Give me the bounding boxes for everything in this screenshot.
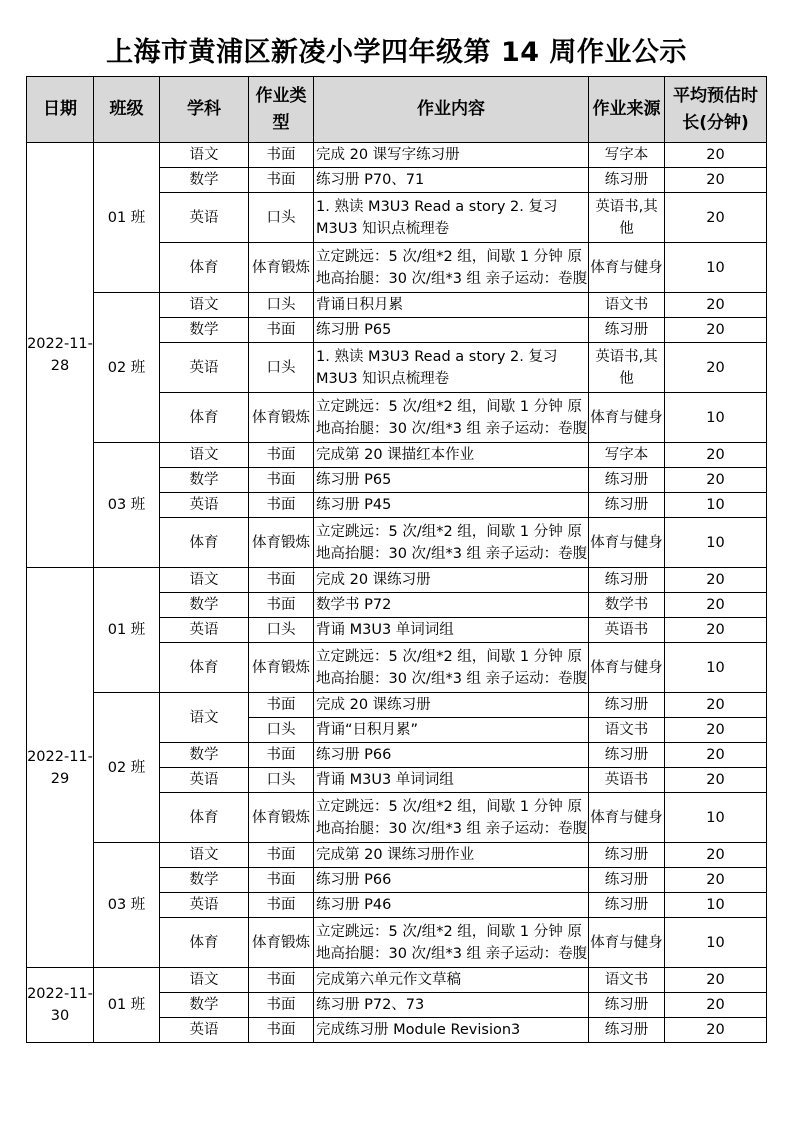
duration-cell: 20 bbox=[665, 193, 767, 243]
subject-cell: 数学 bbox=[160, 743, 249, 768]
source-cell: 练习册 bbox=[589, 893, 665, 918]
table-header-row bbox=[27, 77, 767, 143]
duration-cell: 10 bbox=[665, 918, 767, 968]
duration-cell: 10 bbox=[665, 518, 767, 568]
type-cell: 书面 bbox=[249, 568, 314, 593]
header-subject: 学科 bbox=[160, 77, 249, 143]
table-row bbox=[27, 843, 767, 868]
source-cell: 练习册 bbox=[589, 468, 665, 493]
class-cell: 02 班 bbox=[94, 293, 160, 443]
content-cell: 完成第六单元作文草稿 bbox=[314, 968, 589, 993]
type-cell: 体育锻炼 bbox=[249, 393, 314, 443]
source-cell: 练习册 bbox=[589, 493, 665, 518]
type-cell: 书面 bbox=[249, 968, 314, 993]
type-cell: 书面 bbox=[249, 143, 314, 168]
class-cell: 03 班 bbox=[94, 843, 160, 968]
source-cell: 体育与健身 bbox=[589, 793, 665, 843]
subject-cell: 语文 bbox=[160, 968, 249, 993]
type-cell: 体育锻炼 bbox=[249, 643, 314, 693]
duration-cell: 20 bbox=[665, 343, 767, 393]
subject-cell: 数学 bbox=[160, 318, 249, 343]
type-cell: 书面 bbox=[249, 493, 314, 518]
content-cell: 1. 熟读 M3U3 Read a story 2. 复习 M3U3 知识点梳理卷 bbox=[314, 193, 589, 243]
content-cell: 练习册 P66 bbox=[314, 743, 589, 768]
class-cell: 01 班 bbox=[94, 568, 160, 693]
subject-cell: 数学 bbox=[160, 168, 249, 193]
content-cell: 练习册 P46 bbox=[314, 893, 589, 918]
subject-cell: 体育 bbox=[160, 793, 249, 843]
date-cell: 2022-11-28 bbox=[27, 143, 94, 568]
duration-cell: 20 bbox=[665, 968, 767, 993]
subject-cell: 英语 bbox=[160, 193, 249, 243]
subject-cell: 语文 bbox=[160, 443, 249, 468]
duration-cell: 20 bbox=[665, 318, 767, 343]
class-cell: 01 班 bbox=[94, 968, 160, 1043]
source-cell: 体育与健身 bbox=[589, 643, 665, 693]
subject-cell: 语文 bbox=[160, 568, 249, 593]
type-cell: 体育锻炼 bbox=[249, 518, 314, 568]
content-cell: 立定跳远：5 次/组*2 组，间歇 1 分钟 原地高抬腿：30 次/组*3 组 亲子运动：卷腹 bbox=[314, 518, 589, 568]
subject-cell: 体育 bbox=[160, 518, 249, 568]
type-cell: 口头 bbox=[249, 618, 314, 643]
class-cell: 02 班 bbox=[94, 693, 160, 843]
content-cell: 练习册 P70、71 bbox=[314, 168, 589, 193]
header-duration: 平均预估时长(分钟) bbox=[665, 77, 767, 143]
content-cell: 练习册 P66 bbox=[314, 868, 589, 893]
subject-cell: 英语 bbox=[160, 1018, 249, 1043]
type-cell: 书面 bbox=[249, 468, 314, 493]
content-cell: 背诵 M3U3 单词词组 bbox=[314, 768, 589, 793]
duration-cell: 20 bbox=[665, 743, 767, 768]
duration-cell: 20 bbox=[665, 168, 767, 193]
type-cell: 体育锻炼 bbox=[249, 793, 314, 843]
type-cell: 体育锻炼 bbox=[249, 243, 314, 293]
source-cell: 练习册 bbox=[589, 568, 665, 593]
content-cell: 1. 熟读 M3U3 Read a story 2. 复习 M3U3 知识点梳理卷 bbox=[314, 343, 589, 393]
content-cell: 完成第 20 课描红本作业 bbox=[314, 443, 589, 468]
subject-cell: 英语 bbox=[160, 343, 249, 393]
source-cell: 练习册 bbox=[589, 743, 665, 768]
content-cell: 背诵日积月累 bbox=[314, 293, 589, 318]
page-title: 上海市黄浦区新凌小学四年级第 14 周作业公示 bbox=[106, 37, 687, 68]
source-cell: 体育与健身 bbox=[589, 393, 665, 443]
duration-cell: 20 bbox=[665, 568, 767, 593]
subject-cell: 体育 bbox=[160, 918, 249, 968]
source-cell: 语文书 bbox=[589, 293, 665, 318]
content-cell: 背诵“日积月累” bbox=[314, 718, 589, 743]
content-cell: 练习册 P45 bbox=[314, 493, 589, 518]
subject-cell: 数学 bbox=[160, 593, 249, 618]
duration-cell: 10 bbox=[665, 393, 767, 443]
source-cell: 语文书 bbox=[589, 718, 665, 743]
type-cell: 书面 bbox=[249, 893, 314, 918]
type-cell: 书面 bbox=[249, 1018, 314, 1043]
type-cell: 口头 bbox=[249, 293, 314, 318]
duration-cell: 20 bbox=[665, 468, 767, 493]
source-cell: 练习册 bbox=[589, 993, 665, 1018]
content-cell: 完成第 20 课练习册作业 bbox=[314, 843, 589, 868]
header-source: 作业来源 bbox=[589, 77, 665, 143]
subject-cell: 数学 bbox=[160, 468, 249, 493]
date-cell: 2022-11-29 bbox=[27, 568, 94, 968]
table-row bbox=[27, 443, 767, 468]
type-cell: 口头 bbox=[249, 343, 314, 393]
source-cell: 英语书 bbox=[589, 618, 665, 643]
table-row bbox=[27, 143, 767, 168]
table-body bbox=[27, 143, 767, 1043]
table-row bbox=[27, 568, 767, 593]
content-cell: 立定跳远：5 次/组*2 组，间歇 1 分钟 原地高抬腿：30 次/组*3 组 亲子运动：卷腹 bbox=[314, 393, 589, 443]
subject-cell: 数学 bbox=[160, 993, 249, 1018]
type-cell: 书面 bbox=[249, 993, 314, 1018]
type-cell: 口头 bbox=[249, 193, 314, 243]
type-cell: 书面 bbox=[249, 868, 314, 893]
type-cell: 书面 bbox=[249, 318, 314, 343]
content-cell: 背诵 M3U3 单词词组 bbox=[314, 618, 589, 643]
duration-cell: 10 bbox=[665, 893, 767, 918]
table-row bbox=[27, 968, 767, 993]
type-cell: 书面 bbox=[249, 743, 314, 768]
subject-cell: 语文 bbox=[160, 693, 249, 743]
subject-cell: 语文 bbox=[160, 143, 249, 168]
source-cell: 练习册 bbox=[589, 693, 665, 718]
source-cell: 写字本 bbox=[589, 443, 665, 468]
header-class: 班级 bbox=[94, 77, 160, 143]
source-cell: 英语书,其他 bbox=[589, 193, 665, 243]
duration-cell: 20 bbox=[665, 718, 767, 743]
duration-cell: 20 bbox=[665, 693, 767, 718]
duration-cell: 20 bbox=[665, 293, 767, 318]
header-type: 作业类型 bbox=[249, 77, 314, 143]
type-cell: 书面 bbox=[249, 843, 314, 868]
source-cell: 练习册 bbox=[589, 868, 665, 893]
type-cell: 书面 bbox=[249, 593, 314, 618]
subject-cell: 语文 bbox=[160, 843, 249, 868]
content-cell: 数学书 P72 bbox=[314, 593, 589, 618]
date-cell: 2022-11-30 bbox=[27, 968, 94, 1043]
class-cell: 01 班 bbox=[94, 143, 160, 293]
subject-cell: 英语 bbox=[160, 493, 249, 518]
header-content: 作业内容 bbox=[314, 77, 589, 143]
type-cell: 书面 bbox=[249, 443, 314, 468]
duration-cell: 10 bbox=[665, 493, 767, 518]
content-cell: 立定跳远：5 次/组*2 组，间歇 1 分钟 原地高抬腿：30 次/组*3 组 亲子运动：卷腹 bbox=[314, 243, 589, 293]
duration-cell: 10 bbox=[665, 793, 767, 843]
content-cell: 立定跳远：5 次/组*2 组，间歇 1 分钟 原地高抬腿：30 次/组*3 组 亲子运动：卷腹 bbox=[314, 793, 589, 843]
source-cell: 体育与健身 bbox=[589, 918, 665, 968]
content-cell: 完成练习册 Module Revision3 bbox=[314, 1018, 589, 1043]
type-cell: 口头 bbox=[249, 768, 314, 793]
duration-cell: 20 bbox=[665, 593, 767, 618]
duration-cell: 10 bbox=[665, 243, 767, 293]
duration-cell: 20 bbox=[665, 993, 767, 1018]
content-cell: 立定跳远：5 次/组*2 组，间歇 1 分钟 原地高抬腿：30 次/组*3 组 亲子运动：卷腹 bbox=[314, 643, 589, 693]
source-cell: 练习册 bbox=[589, 1018, 665, 1043]
source-cell: 体育与健身 bbox=[589, 243, 665, 293]
type-cell: 书面 bbox=[249, 168, 314, 193]
duration-cell: 20 bbox=[665, 143, 767, 168]
subject-cell: 体育 bbox=[160, 643, 249, 693]
subject-cell: 体育 bbox=[160, 393, 249, 443]
duration-cell: 20 bbox=[665, 1018, 767, 1043]
subject-cell: 英语 bbox=[160, 893, 249, 918]
homework-table bbox=[26, 76, 767, 1043]
type-cell: 口头 bbox=[249, 718, 314, 743]
duration-cell: 10 bbox=[665, 643, 767, 693]
subject-cell: 语文 bbox=[160, 293, 249, 318]
duration-cell: 20 bbox=[665, 768, 767, 793]
type-cell: 体育锻炼 bbox=[249, 918, 314, 968]
source-cell: 写字本 bbox=[589, 143, 665, 168]
source-cell: 英语书 bbox=[589, 768, 665, 793]
duration-cell: 20 bbox=[665, 868, 767, 893]
class-cell: 03 班 bbox=[94, 443, 160, 568]
content-cell: 练习册 P65 bbox=[314, 318, 589, 343]
subject-cell: 体育 bbox=[160, 243, 249, 293]
content-cell: 完成 20 课写字练习册 bbox=[314, 143, 589, 168]
source-cell: 语文书 bbox=[589, 968, 665, 993]
duration-cell: 20 bbox=[665, 618, 767, 643]
source-cell: 英语书,其他 bbox=[589, 343, 665, 393]
subject-cell: 英语 bbox=[160, 618, 249, 643]
subject-cell: 数学 bbox=[160, 868, 249, 893]
source-cell: 练习册 bbox=[589, 843, 665, 868]
content-cell: 完成 20 课练习册 bbox=[314, 568, 589, 593]
header-date: 日期 bbox=[27, 77, 94, 143]
source-cell: 练习册 bbox=[589, 318, 665, 343]
type-cell: 书面 bbox=[249, 693, 314, 718]
duration-cell: 20 bbox=[665, 843, 767, 868]
content-cell: 练习册 P72、73 bbox=[314, 993, 589, 1018]
content-cell: 完成 20 课练习册 bbox=[314, 693, 589, 718]
source-cell: 练习册 bbox=[589, 168, 665, 193]
content-cell: 练习册 P65 bbox=[314, 468, 589, 493]
source-cell: 体育与健身 bbox=[589, 518, 665, 568]
source-cell: 数学书 bbox=[589, 593, 665, 618]
subject-cell: 英语 bbox=[160, 768, 249, 793]
content-cell: 立定跳远：5 次/组*2 组，间歇 1 分钟 原地高抬腿：30 次/组*3 组 亲子运动：卷腹 bbox=[314, 918, 589, 968]
duration-cell: 20 bbox=[665, 443, 767, 468]
table-row bbox=[27, 693, 767, 718]
table-row bbox=[27, 293, 767, 318]
